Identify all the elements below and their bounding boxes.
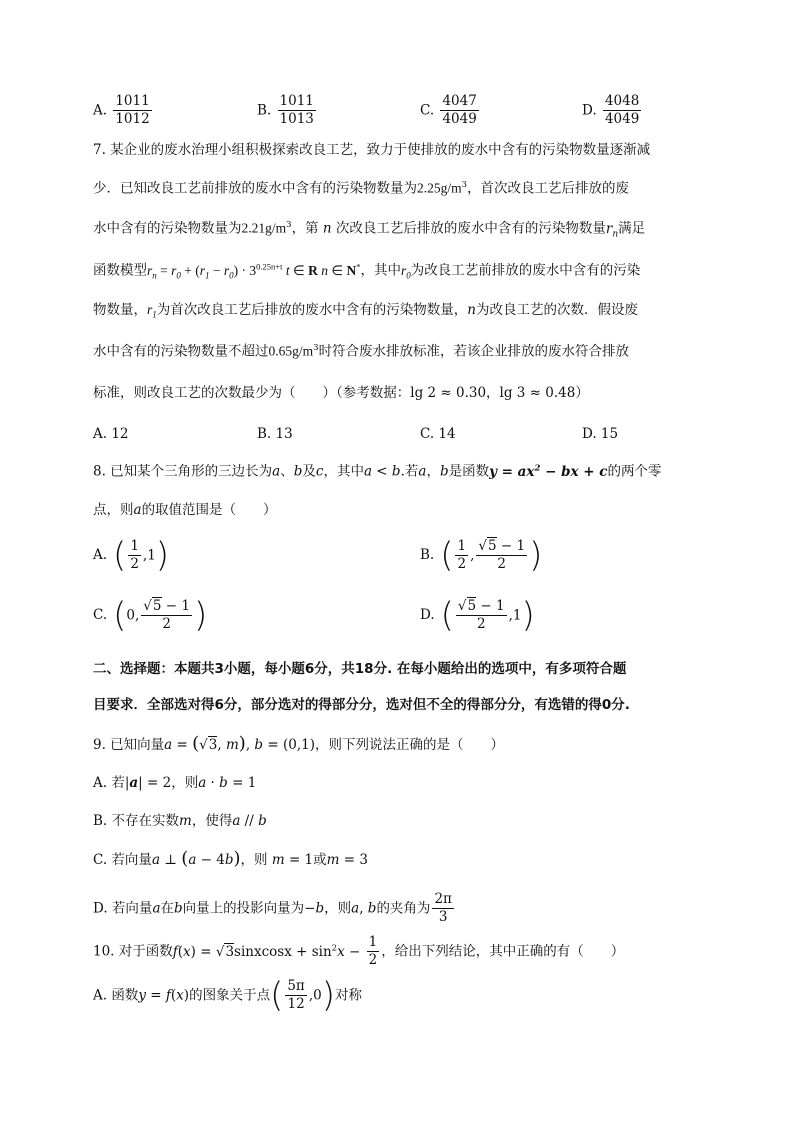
q7-line-5: 物数量，$r_1$为首次改良工艺后排放的废水中含有的污染物数量，n为改良工艺的次数．假设废 — [93, 302, 638, 320]
q8-line-2: 点，则a的取值范围是（ ） — [93, 502, 277, 518]
text: 水中含有的污染物数量为 — [93, 220, 242, 237]
text: 9. 已知向量 — [93, 737, 165, 753]
text: ，首次改良工艺后排放的废 — [467, 180, 630, 197]
text: ，其中 — [323, 463, 364, 480]
text: D. 若向量 — [93, 900, 153, 917]
q8-line-1: 8. 已知某个三角形的三边长为a、b及c，其中a < b.若a，b是函数$y = ax^2$ − bx + c的两个零 — [93, 463, 662, 480]
text: ，则 — [324, 900, 352, 917]
text: 的两个零 — [607, 463, 662, 480]
text: 或 — [313, 852, 327, 868]
text: 是函数 — [448, 463, 490, 480]
option-label: B. — [420, 547, 435, 564]
text: ，使得 — [191, 813, 233, 829]
text: ，第 — [291, 220, 323, 237]
option-label: C. — [93, 607, 108, 624]
q8-option-a[interactable]: A. ( $\frac{1}{2}$ ,1) — [93, 535, 170, 576]
text: 、 — [280, 463, 294, 480]
q7-option-a[interactable]: A. 12 — [93, 426, 129, 442]
q6-option-d[interactable] — [582, 93, 643, 128]
q7-option-c[interactable]: C. 14 — [420, 426, 456, 442]
q7-line-2: 少．已知改良工艺前排放的废水中含有的污染物数量为$2.25g/m^3$，首次改良工艺后排放的废 — [93, 180, 630, 197]
option-label: D. — [420, 607, 435, 624]
fraction — [278, 93, 316, 128]
q7-line-3: 水中含有的污染物数量为$2.21g/m^3$，第 n 次改良工艺后排放的废水中含有的污染物数量$r_n$满足 — [93, 220, 646, 240]
q6-option-b[interactable] — [257, 93, 318, 128]
q10-line-1: 10. 对于函数f(x) = √3sinxcosx + $\sin^2x$ − $\frac{1}{2}$ ，给出下列结论，其中正确的有（ ） — [93, 934, 625, 968]
fraction — [603, 93, 641, 128]
value: 0.65g/m — [268, 343, 314, 359]
numerator: 4047 — [442, 93, 477, 109]
section-2-line-2: 目要求．全部选对得6分，部分选对的得部分分，选对但不全的得部分分，有选错的得0分. — [93, 697, 630, 713]
exponent: 0.25n+t — [256, 261, 283, 271]
denominator: 1013 — [279, 110, 314, 127]
option-label: A. — [93, 547, 108, 564]
text: 次改良工艺后排放的废水中含有的污染物数量 — [331, 220, 606, 237]
denominator: 4049 — [442, 110, 477, 127]
value: 2.25g/m — [417, 180, 462, 196]
text: 点，则 — [93, 502, 134, 518]
section-2-line-1: 二、选择题：本题共3小题，每小题6分，共18分. 在每小题给出的选项中，有多项符合题 — [93, 661, 627, 677]
text: 为改良工艺前排放的废水中含有的污染 — [410, 262, 641, 279]
text: ，则下列说法正确的是（ ） — [314, 737, 504, 753]
text: 满足 — [618, 220, 646, 237]
text: ，则 — [171, 775, 199, 791]
text: 物数量， — [93, 302, 147, 318]
formula: $r_n = r_0 + (r_1 - r_0) \cdot 3^{0.25n+t}$ t ∈ R n ∈ N* — [147, 261, 361, 281]
text: 时符合废水排放标准，若该企业排放的废水符合排放 — [318, 343, 630, 360]
q6-option-c[interactable] — [420, 93, 481, 128]
text: 10. 对于函数 — [93, 943, 173, 960]
text: A. 若 — [93, 775, 125, 791]
text: 标准，则改良工艺的次数最少为（ ）（参考数据：lg 2 ≈ 0.30，lg 3 ≈ 0.48） — [93, 385, 589, 401]
option-label: A. — [93, 102, 108, 119]
q7-option-d[interactable]: D. 15 — [582, 426, 619, 442]
text: 及 — [302, 463, 316, 480]
numerator: 1011 — [279, 93, 314, 109]
denominator: 4049 — [604, 110, 640, 127]
text: 7. 某企业的废水治理小组积极探索改良工艺，致力于使排放的废水中含有的污染物数量逐渐减 — [93, 142, 651, 158]
fraction — [113, 93, 151, 128]
text: 在 — [160, 900, 174, 917]
text: 少．已知改良工艺前排放的废水中含有的污染物数量为 — [93, 180, 417, 197]
text: 为首次改良工艺后排放的废水中含有的污染物数量， — [156, 302, 468, 318]
text: 的夹角为 — [376, 900, 431, 917]
q6-option-a[interactable] — [93, 93, 154, 128]
text: 对称 — [334, 987, 362, 1004]
value: 2.21g/m — [241, 220, 287, 236]
text: 函数模型 — [93, 262, 147, 279]
text: 的图象关于点 — [189, 987, 271, 1004]
q8-option-b[interactable]: B. ( $\frac{1}{2}$ , $\frac{√5 - 1}{2}$ ) — [420, 535, 543, 576]
text: ，给出下列结论，其中正确的有（ ） — [381, 943, 625, 960]
q8-option-c[interactable]: C. (0, $\frac{√5 - 1}{2}$ ) — [93, 595, 208, 636]
text: C. 若向量 — [93, 852, 152, 868]
text: 水中含有的污染物数量不超过 — [93, 343, 269, 360]
fraction — [440, 93, 478, 128]
text: ， — [426, 463, 440, 480]
q8-option-d[interactable]: D. ( $\frac{√5 - 1}{2}$ ,1) — [420, 595, 535, 636]
numerator: 4048 — [604, 93, 640, 109]
variable: n — [322, 220, 332, 237]
text: B. 不存在实数 — [93, 813, 180, 829]
variable-rn: $r_n$ — [605, 220, 619, 240]
q7-line-7 — [93, 385, 589, 401]
text: A. 函数 — [93, 987, 139, 1004]
q9-option-d[interactable]: D. 若向量a在b向量上的投影向量为−b，则a, b的夹角为 $\frac{2\pi}{3}$ — [93, 891, 452, 925]
q9-option-c[interactable]: C. 若向量a ⊥ (a − 4b)，则 m = 1或m = 3 — [93, 848, 368, 869]
q7-line-1 — [93, 142, 650, 158]
option-label: B. — [257, 102, 272, 119]
q9-option-a[interactable]: A. 若|a| = 2，则a · b = 1 — [93, 775, 257, 791]
q7-line-4: 函数模型$r_n = r_0 + (r_1 - r_0) \cdot 3^{0.25n+t}$ t ∈ R n ∈ N*，其中$r_0$为改良工艺前排放的废水中含有的污染 — [93, 261, 641, 281]
q9-line-1: 9. 已知向量a = (√3, m), b = (0,1)，则下列说法正确的是（ ） — [93, 733, 504, 754]
q9-option-b[interactable]: B. 不存在实数m，使得a // b — [93, 813, 267, 829]
text: 的取值范围是（ ） — [141, 502, 277, 518]
denominator: 1012 — [115, 110, 150, 127]
text: 向量上的投影向量为 — [182, 900, 305, 917]
text: 8. 已知某个三角形的三边长为 — [93, 463, 273, 480]
numerator: 1011 — [115, 93, 150, 109]
text: 为改良工艺的次数．假设废 — [475, 302, 638, 318]
text: .若 — [400, 463, 419, 480]
text: ，其中 — [360, 262, 401, 279]
q7-option-b[interactable]: B. 13 — [257, 426, 293, 442]
variable: n — [467, 302, 476, 318]
option-label: C. — [420, 102, 435, 119]
function-formula: $y = ax^2$ − bx + c — [489, 463, 608, 480]
q7-line-6: 水中含有的污染物数量不超过$0.65g/m^3$时符合废水排放标准，若该企业排放的废水符合排放 — [93, 343, 630, 360]
option-label: D. — [582, 102, 597, 119]
q10-option-a[interactable]: A. 函数y = f(x)的图象关于点( $\frac{5\pi}{12}$ ,0)对称 — [93, 975, 362, 1016]
